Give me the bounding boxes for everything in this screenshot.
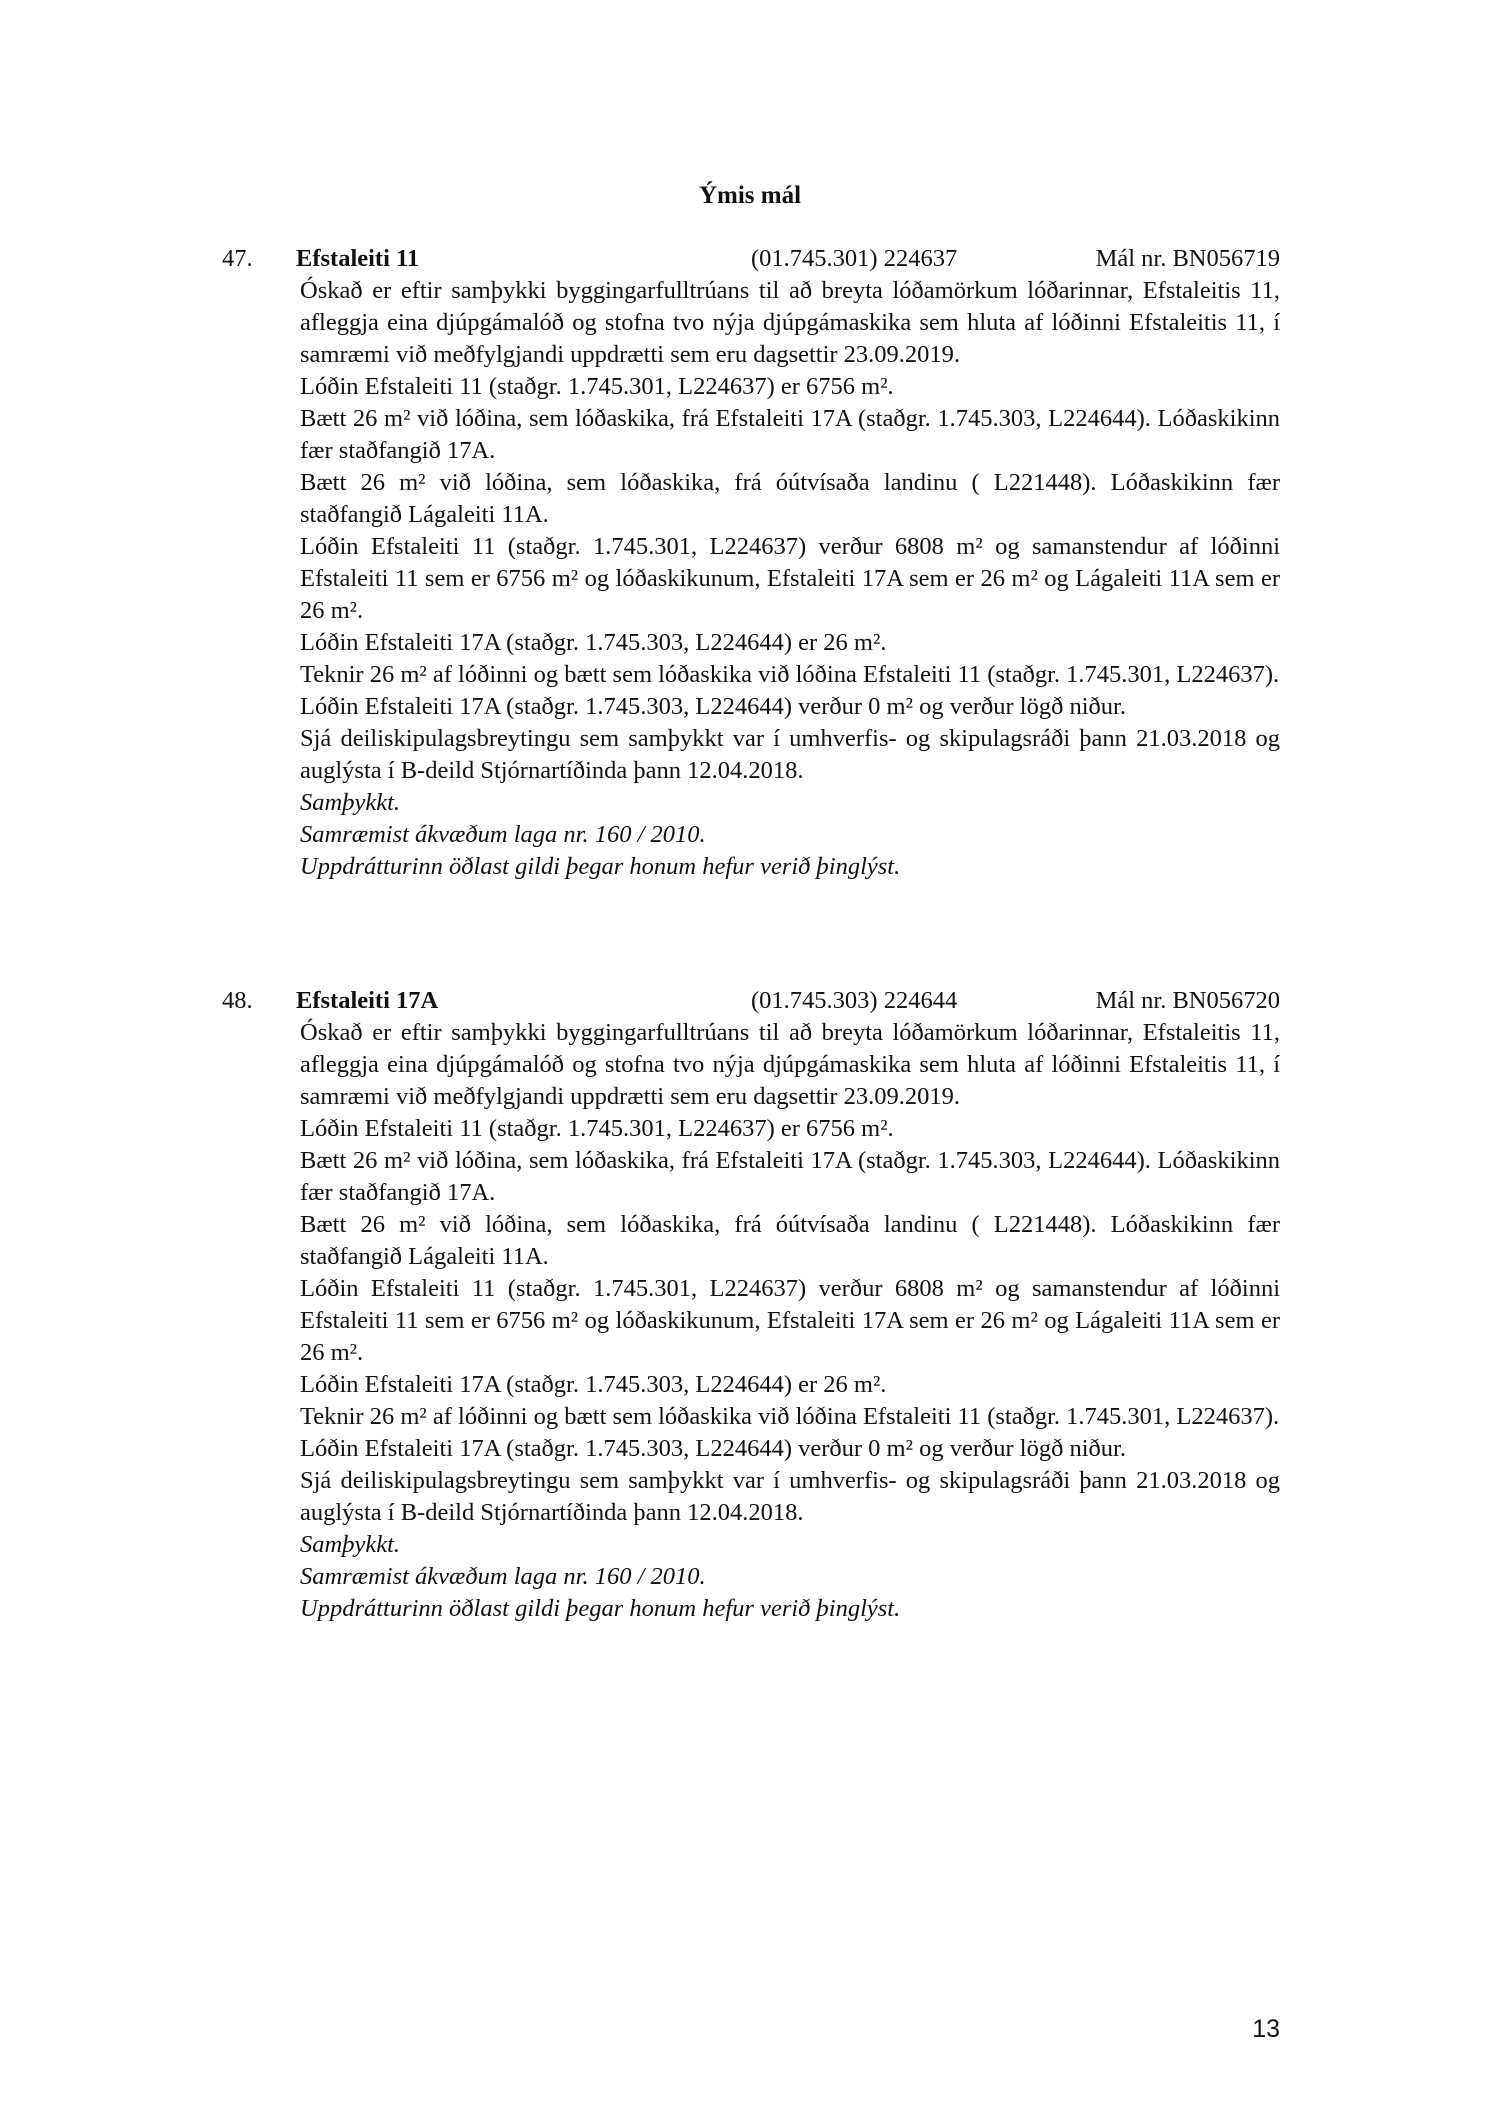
case-line: Lóðin Efstaleiti 17A (staðgr. 1.745.303, L224644) verður 0 m² og verður lögð niður. [300,693,1126,720]
section-title: Ýmis mál [698,182,802,209]
case-line: Bætt 26 m² við lóðina, sem lóðaskika, frá óútvísaða landinu ( L221448). Lóðaskikinn fær staðfangið Lágaleiti 11A. [300,469,1280,528]
case-number: 48. [222,987,253,1014]
case-law: Samræmist ákvæðum laga nr. 160 / 2010. [300,1563,706,1590]
case-line: Lóðin Efstaleiti 11 (staðgr. 1.745.301, L224637) verður 6808 m² og samanstendur af lóðinni Efstaleiti 11 sem er 6756 m² og lóðaskikunum, Efstaleiti 17A sem er 26 m² og Lágaleiti 11A sem er 26 m². [300,533,1280,624]
case-law: Samræmist ákvæðum laga nr. 160 / 2010. [300,821,706,848]
case-line: Bætt 26 m² við lóðina, sem lóðaskika, frá Efstaleiti 17A (staðgr. 1.745.303, L224644). Lóðaskikinn fær staðfangið 17A. [300,1147,1280,1206]
case-number: 47. [222,245,253,272]
case-entry [0,243,1500,880]
case-line: Teknir 26 m² af lóðinni og bætt sem lóðaskika við lóðina Efstaleiti 11 (staðgr. 1.745.301, L224637). [300,1403,1280,1430]
case-request: Óskað er eftir samþykki byggingarfulltrúans til að breyta lóðamörkum lóðarinnar, Efstaleitis 11, afleggja eina djúpgámalóð og stofna tvo nýja djúpgámaskika sem hluta af lóðinni Efstaleitis 11, í samræmi við meðfylgjandi uppdrætti sem eru dagsettir 23.09.2019. [300,1019,1280,1110]
case-reference: (01.745.301) 224637 [751,245,958,272]
case-address: Efstaleiti 11 [296,245,420,272]
case-reference: (01.745.303) 224644 [751,987,958,1014]
case-line: Bætt 26 m² við lóðina, sem lóðaskika, frá Efstaleiti 17A (staðgr. 1.745.303, L224644). Lóðaskikinn fær staðfangið 17A. [300,405,1280,464]
case-body [300,1017,1280,1625]
case-decision: Samþykkt. [300,1531,400,1558]
page-number: 13 [1252,2015,1280,2043]
case-file-number: Mál nr. BN056720 [1095,987,1280,1014]
case-header [0,243,1500,275]
case-line: Lóðin Efstaleiti 17A (staðgr. 1.745.303, L224644) er 26 m². [300,629,887,656]
case-line: Lóðin Efstaleiti 17A (staðgr. 1.745.303, L224644) er 26 m². [300,1371,887,1398]
case-line: Lóðin Efstaleiti 11 (staðgr. 1.745.301, L224637) er 6756 m². [300,373,894,400]
case-line: Bætt 26 m² við lóðina, sem lóðaskika, frá óútvísaða landinu ( L221448). Lóðaskikinn fær staðfangið Lágaleiti 11A. [300,1211,1280,1270]
case-decision: Samþykkt. [300,789,400,816]
case-line: Lóðin Efstaleiti 17A (staðgr. 1.745.303, L224644) verður 0 m² og verður lögð niður. [300,1435,1126,1462]
case-entry [0,985,1500,1622]
case-validity: Uppdrátturinn öðlast gildi þegar honum hefur verið þinglýst. [300,853,901,880]
case-header [0,985,1500,1017]
case-line: Teknir 26 m² af lóðinni og bætt sem lóðaskika við lóðina Efstaleiti 11 (staðgr. 1.745.301, L224637). [300,661,1280,688]
case-file-number: Mál nr. BN056719 [1095,245,1280,272]
case-request: Óskað er eftir samþykki byggingarfulltrúans til að breyta lóðamörkum lóðarinnar, Efstaleitis 11, afleggja eina djúpgámalóð og stofna tvo nýja djúpgámaskika sem hluta af lóðinni Efstaleitis 11, í samræmi við meðfylgjandi uppdrætti sem eru dagsettir 23.09.2019. [300,277,1280,368]
case-line: Sjá deiliskipulagsbreytingu sem samþykkt var í umhverfis- og skipulagsráði þann 21.03.2018 og auglýsta í B-deild Stjórnartíðinda þann 12.04.2018. [300,725,1280,784]
case-address: Efstaleiti 17A [296,987,439,1014]
case-line: Lóðin Efstaleiti 11 (staðgr. 1.745.301, L224637) verður 6808 m² og samanstendur af lóðinni Efstaleiti 11 sem er 6756 m² og lóðaskikunum, Efstaleiti 17A sem er 26 m² og Lágaleiti 11A sem er 26 m². [300,1275,1280,1366]
case-body [300,275,1280,883]
case-line: Lóðin Efstaleiti 11 (staðgr. 1.745.301, L224637) er 6756 m². [300,1115,894,1142]
case-validity: Uppdrátturinn öðlast gildi þegar honum hefur verið þinglýst. [300,1595,901,1622]
case-line: Sjá deiliskipulagsbreytingu sem samþykkt var í umhverfis- og skipulagsráði þann 21.03.2018 og auglýsta í B-deild Stjórnartíðinda þann 12.04.2018. [300,1467,1280,1526]
